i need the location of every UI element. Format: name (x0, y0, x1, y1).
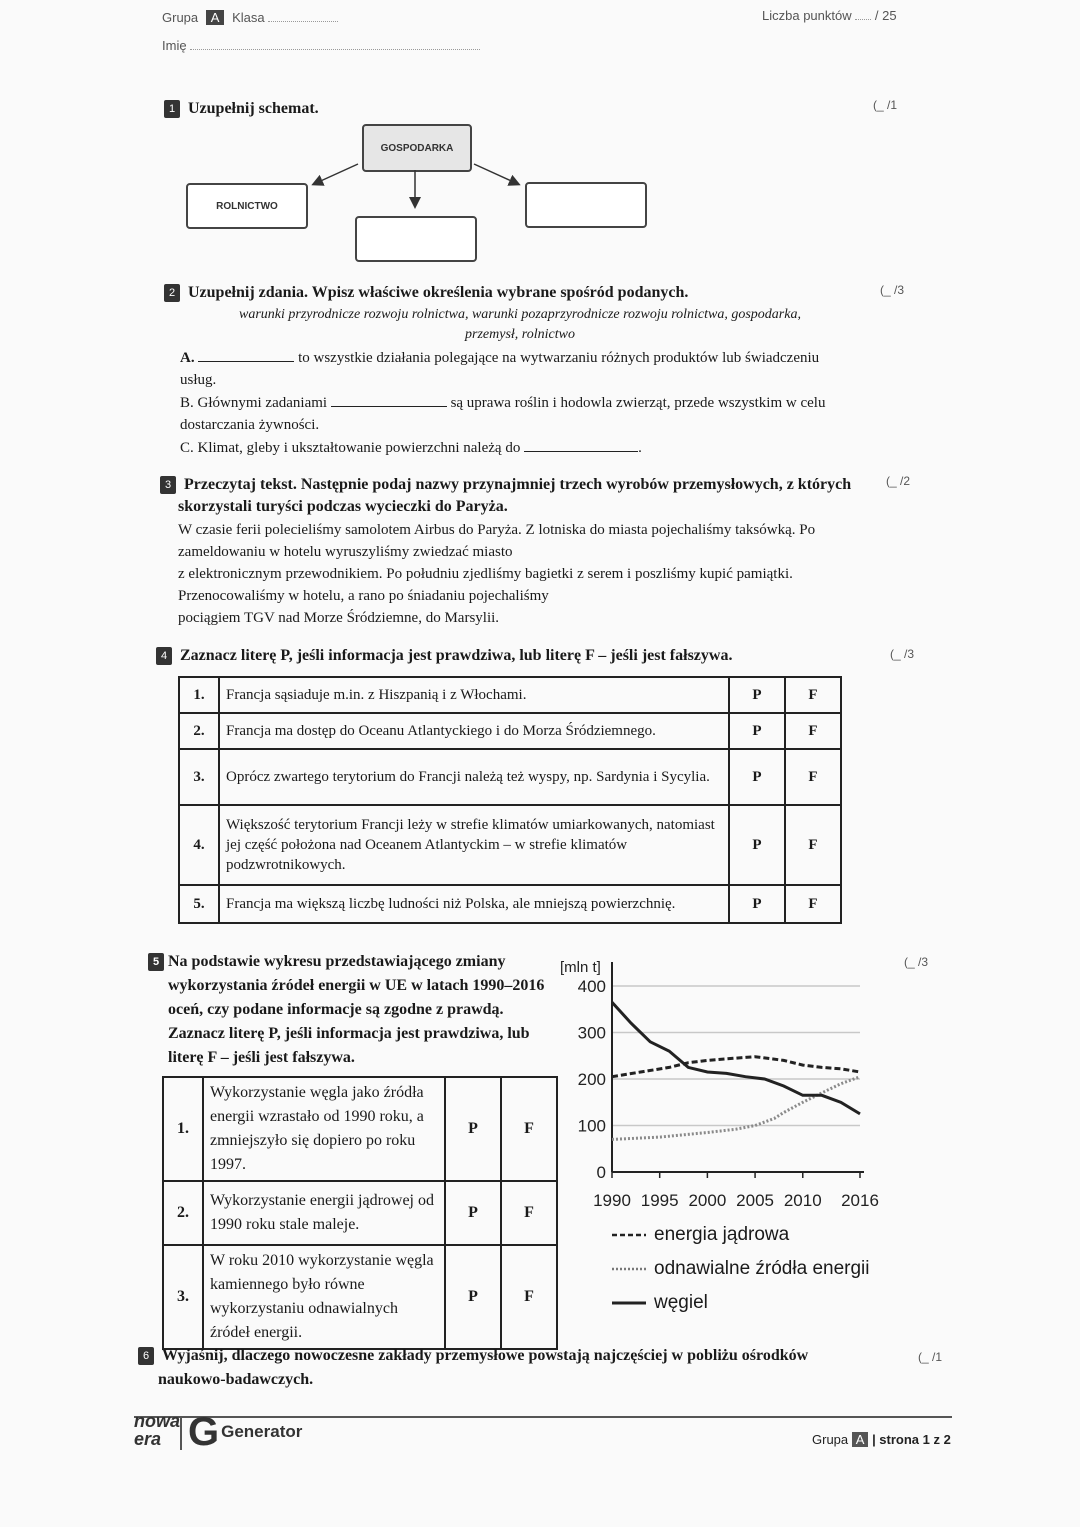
schema-arrows (0, 0, 1080, 300)
row-statement: Większość terytorium Francji leży w strefie klimatów umiarkowanych, natomiast jej część położona nad Oceanem Atlantyckim – w strefie klimatów podzwrotnikowych. (219, 805, 729, 885)
q2-b-blank[interactable] (331, 406, 447, 407)
logo-nowa: nowa (134, 1411, 181, 1431)
q5-title-line: literę F – jeśli jest fałszywa. (168, 1049, 355, 1066)
answer-p[interactable]: P (729, 749, 785, 805)
answer-p[interactable]: P (445, 1245, 501, 1349)
class-label: Klasa (232, 10, 265, 25)
points-total: / 25 (874, 8, 897, 23)
energy-chart (556, 950, 896, 1220)
y-tick-label: 100 (577, 1116, 606, 1136)
q4-table (178, 676, 842, 924)
points-label: Liczba punktów (762, 8, 852, 23)
table-row (163, 1077, 557, 1181)
q5-title-line: oceń, czy podane informacje są zgodne z prawdą. (168, 1001, 504, 1018)
row-number: 5. (179, 885, 219, 923)
group-label: Grupa (162, 10, 199, 25)
q2-a-blank[interactable] (198, 361, 294, 362)
generator-name: Generator (221, 1422, 303, 1441)
gospodarka-box: GOSPODARKA (362, 124, 472, 172)
row-number: 1. (179, 677, 219, 713)
q3-number: 3 (160, 476, 176, 494)
row-statement: W roku 2010 wykorzystanie węgla kamiennego było równe wykorzystaniu odnawialnych źródeł energii. (203, 1245, 445, 1349)
table-row (179, 885, 841, 923)
answer-p[interactable]: P (445, 1077, 501, 1181)
footer-separator (180, 1418, 182, 1450)
legend-dotted-line-icon (612, 1264, 646, 1274)
y-axis-label: [mln t] (560, 959, 601, 976)
q2-options (170, 305, 870, 345)
q1-score: (_ /1 (873, 98, 898, 112)
q3-title-line2: skorzystali turyści podczas wycieczki do Paryża. (178, 498, 508, 515)
x-tick-label: 2010 (783, 1191, 822, 1210)
x-tick-label: 1995 (640, 1191, 679, 1210)
row-number: 3. (179, 749, 219, 805)
q2-heading (164, 284, 688, 302)
y-tick-label: 200 (577, 1070, 606, 1089)
name-label: Imię (162, 38, 187, 53)
q3-heading (160, 474, 860, 518)
legend-solid-line-icon (612, 1298, 646, 1308)
row-statement: Wykorzystanie węgla jako źródła energii wzrastało od 1990 roku, a zmniejszyło się dopiero po roku 1997. (203, 1077, 445, 1181)
q2-a-text: to wszystkie działania polegające na wytwarzaniu różnych produktów lub świadczeniu (298, 350, 820, 366)
q2-options-line2: przemysł, rolnictwo (465, 327, 575, 342)
answer-f[interactable]: F (501, 1245, 557, 1349)
generator-logo (188, 1412, 302, 1452)
table-row (179, 677, 841, 713)
q2-a-text2: usług. (180, 372, 217, 388)
table-row (163, 1181, 557, 1245)
legend-label: odnawialne źródła energii (654, 1258, 870, 1279)
row-number: 2. (163, 1181, 203, 1245)
answer-f[interactable]: F (785, 713, 841, 749)
q4-heading (156, 647, 732, 665)
answer-f[interactable]: F (785, 885, 841, 923)
y-tick-label: 400 (577, 977, 606, 996)
q6-title-line2: naukowo-badawczych. (158, 1371, 314, 1388)
q2-c-text: C. Klimat, gleby i ukształtowanie powierzchni należą do (180, 440, 521, 456)
series-line-solid (612, 1002, 860, 1114)
x-tick-label: 2000 (688, 1191, 727, 1210)
q2-b-text2: są uprawa roślin i hodowla zwierząt, przede wszystkim w celu (450, 395, 826, 411)
rolnictwo-box: ROLNICTWO (186, 183, 308, 229)
footer-page-info (812, 1432, 951, 1447)
generator-letter-icon: G (188, 1410, 220, 1454)
legend-item (612, 1252, 869, 1286)
x-tick-label: 1990 (593, 1191, 631, 1210)
q3-line: zameldowaniu w hotelu wyruszyliśmy zwiedzać miasto (178, 544, 513, 560)
q2-score: (_ /3 (880, 283, 905, 297)
answer-f[interactable]: F (785, 805, 841, 885)
q5-score: (_ /3 (904, 955, 929, 969)
row-statement: Francja ma dostęp do Oceanu Atlantyckiego i do Morza Śródziemnego. (219, 713, 729, 749)
arrow-left (314, 164, 358, 184)
q6-heading (138, 1344, 898, 1392)
row-number: 2. (179, 713, 219, 749)
answer-f[interactable]: F (785, 749, 841, 805)
answer-p[interactable]: P (729, 713, 785, 749)
legend-item (612, 1218, 869, 1252)
q3-title-line1: Przeczytaj tekst. Następnie podaj nazwy przynajmniej trzech wyrobów przemysłowych, z których (184, 476, 852, 493)
q2-sentence-a (180, 347, 860, 391)
q2-b-text3: dostarczania żywności. (180, 417, 320, 433)
table-row (179, 749, 841, 805)
answer-p[interactable]: P (729, 677, 785, 713)
q5-title-line: wykorzystania źródeł energii w UE w latach 1990–2016 (168, 977, 545, 994)
answer-p[interactable]: P (729, 885, 785, 923)
table-row (179, 713, 841, 749)
q3-score: (_ /2 (886, 474, 911, 488)
q6-score: (_ /1 (918, 1350, 943, 1364)
y-tick-label: 300 (577, 1023, 606, 1043)
q3-line: Przenocowaliśmy w hotelu, a rano po śniadaniu pojechaliśmy (178, 588, 549, 604)
q3-text (178, 519, 878, 629)
q6-title-line1: Wyjaśnij, dlaczego nowoczesne zakłady przemysłowe powstają najczęściej w pobliżu ośrodków (162, 1347, 809, 1364)
row-statement: Francja ma większą liczbę ludności niż Polska, ale mniejszą powierzchnię. (219, 885, 729, 923)
x-tick-label: 2016 (841, 1191, 879, 1210)
row-statement: Francja sąsiaduje m.in. z Hiszpanią i z Włochami. (219, 677, 729, 713)
answer-f[interactable]: F (501, 1077, 557, 1181)
answer-f[interactable]: F (785, 677, 841, 713)
row-statement: Wykorzystanie energii jądrowej od 1990 roku stale maleje. (203, 1181, 445, 1245)
q4-title: Zaznacz literę P, jeśli informacja jest prawdziwa, lub literę F – jeśli jest fałszywa. (180, 647, 733, 664)
q2-a-label: A. (180, 350, 195, 366)
q5-title-line: Na podstawie wykresu przedstawiającego zmiany (168, 953, 506, 970)
q1-title: Uzupełnij schemat. (188, 100, 319, 117)
q4-score: (_ /3 (890, 647, 915, 661)
q3-line: pociągiem TGV nad Morze Śródziemne, do Marsylii. (178, 610, 500, 626)
q5-table (162, 1076, 558, 1350)
footer-page-label: | strona 1 z 2 (872, 1432, 951, 1447)
q5-title-line: Zaznacz literę P, jeśli informacja jest prawdziwa, lub (168, 1025, 530, 1042)
answer-f[interactable]: F (501, 1181, 557, 1245)
y-tick-label: 0 (596, 1163, 606, 1182)
answer-p[interactable]: P (445, 1181, 501, 1245)
series-line-dotted (612, 1077, 860, 1140)
q2-sentence-b (180, 392, 860, 436)
table-row (179, 805, 841, 885)
legend-label: węgiel (654, 1292, 708, 1313)
chart-legend (612, 1218, 869, 1320)
arrow-right (474, 164, 518, 184)
q5-number: 5 (148, 953, 164, 971)
q2-b-text1: B. Głównymi zadaniami (180, 395, 328, 411)
q6-number: 6 (138, 1347, 154, 1365)
q3-line: z elektronicznym przewodnikiem. Po południu zjedliśmy bagietki z serem i poszliśmy kupić pamiątki. (178, 566, 793, 582)
nowa-era-logo (134, 1412, 180, 1448)
legend-dashed-line-icon (612, 1230, 646, 1240)
legend-item (612, 1286, 869, 1320)
q5-heading (148, 950, 568, 1070)
footer-group-badge: A (852, 1432, 869, 1447)
answer-p[interactable]: P (729, 805, 785, 885)
row-number: 1. (163, 1077, 203, 1181)
q2-options-line1: warunki przyrodnicze rozwoju rolnictwa, warunki pozaprzyrodnicze rozwoju rolnictwa, gospodarka, (239, 307, 801, 322)
table-row (163, 1245, 557, 1349)
q2-number: 2 (164, 284, 180, 302)
legend-label: energia jądrowa (654, 1224, 790, 1245)
logo-era: era (134, 1429, 162, 1449)
q2-sentence-c: C. Klimat, gleby i ukształtowanie powierzchni należą do . (180, 440, 642, 456)
x-tick-label: 2005 (736, 1191, 774, 1210)
row-statement: Oprócz zwartego terytorium do Francji należą też wyspy, np. Sardynia i Sycylia. (219, 749, 729, 805)
group-letter-badge: A (206, 10, 225, 25)
q1-number: 1 (164, 100, 180, 118)
q4-number: 4 (156, 647, 172, 665)
row-number: 3. (163, 1245, 203, 1349)
q3-line: W czasie ferii polecieliśmy samolotem Airbus do Paryża. Z lotniska do miasta pojechaliśmy taksówką. Po (178, 522, 816, 538)
q2-c-blank[interactable] (524, 451, 638, 452)
q2-title: Uzupełnij zdania. Wpisz właściwe określenia wybrane spośród podanych. (188, 284, 689, 301)
row-number: 4. (179, 805, 219, 885)
footer-group-label: Grupa (812, 1432, 849, 1447)
